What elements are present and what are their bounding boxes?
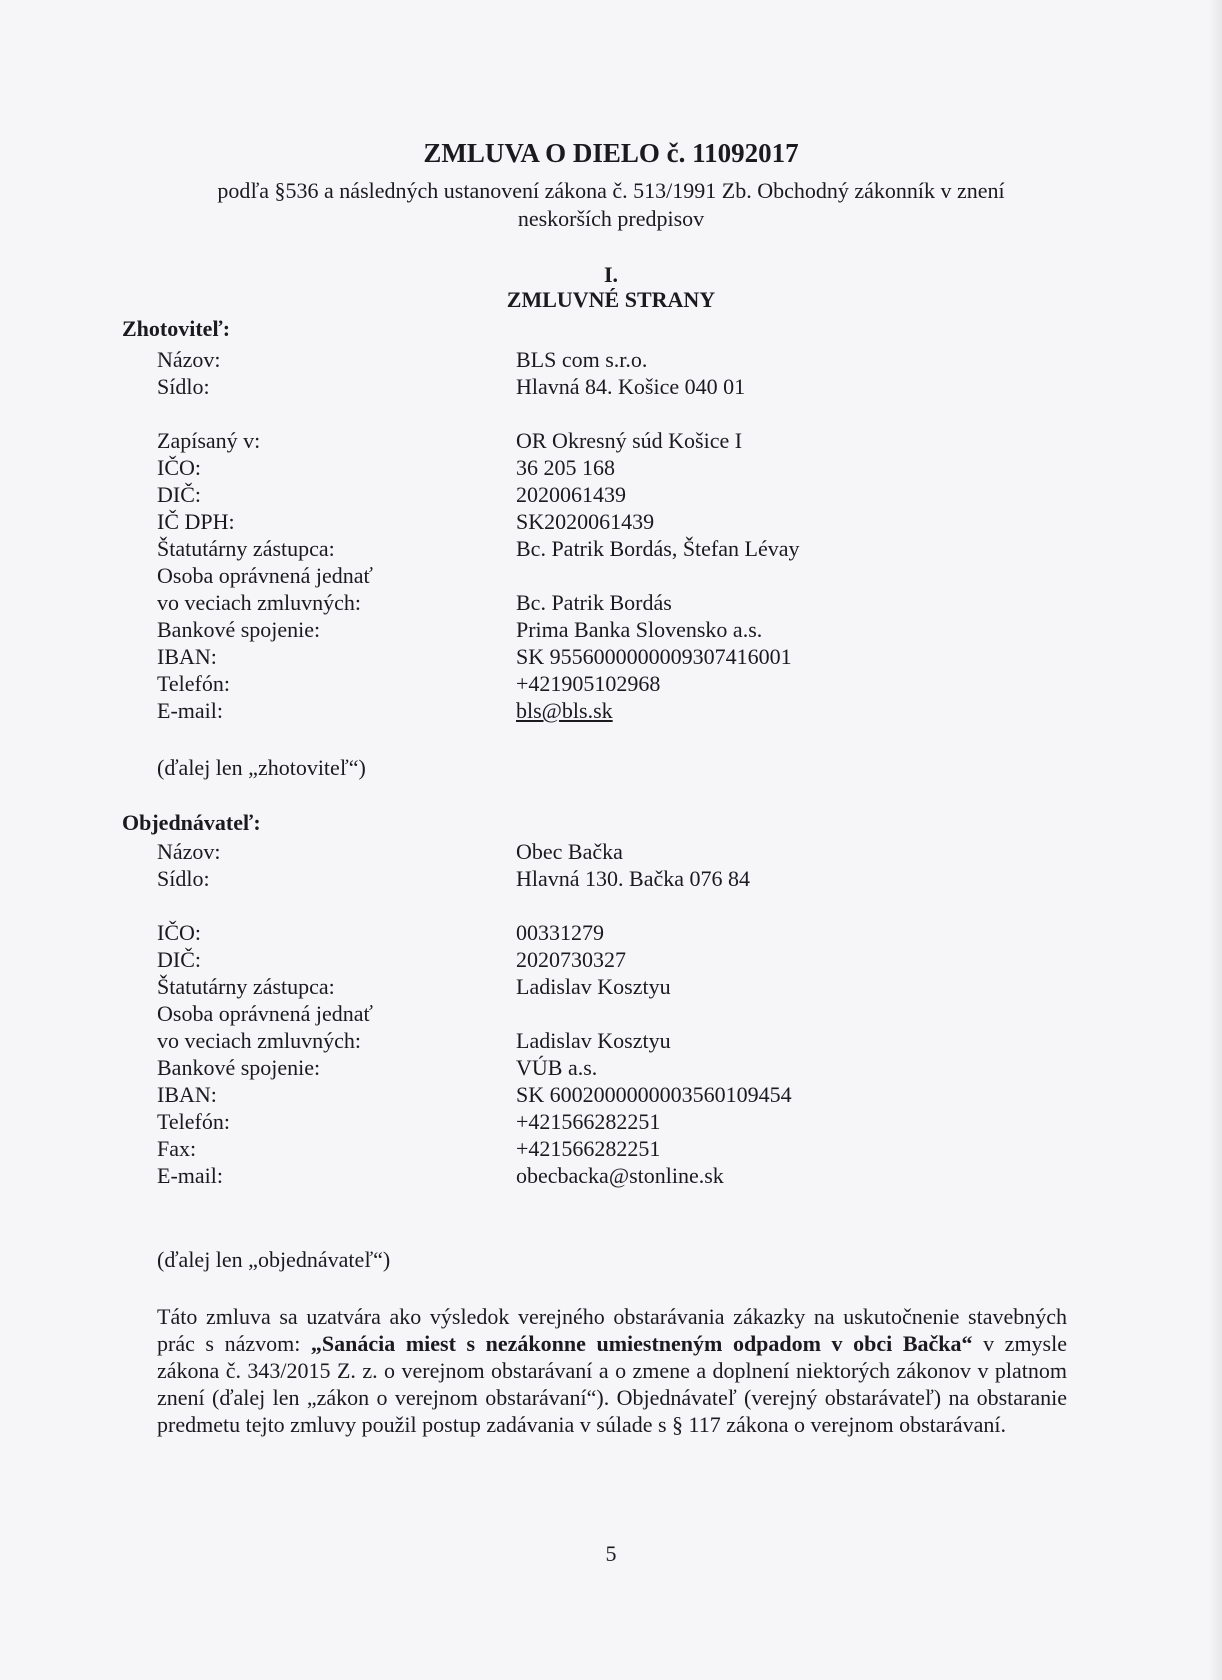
field-label: Štatutárny zástupca: <box>157 536 335 561</box>
contractor-row-email <box>0 697 1222 724</box>
field-label: Sídlo: <box>157 374 210 399</box>
field-label: Telefón: <box>157 671 230 696</box>
client-note: (ďalej len „objednávateľ“) <box>157 1247 391 1272</box>
field-value: +421566282251 <box>516 1109 661 1134</box>
section-title: ZMLUVNÉ STRANY <box>506 287 716 312</box>
subtitle-line-1: podľa §536 a následných ustanovení zákona č. 513/1991 Zb. Obchodný zákonník v znení <box>217 178 1005 203</box>
field-value: 36 205 168 <box>516 455 615 480</box>
field-label: Názov: <box>157 347 221 372</box>
field-label: Bankové spojenie: <box>157 1055 321 1080</box>
page-number: 5 <box>605 1541 617 1566</box>
email-link[interactable]: bls@bls.sk <box>516 698 613 723</box>
field-value: 2020061439 <box>516 482 626 507</box>
field-label: IČ DPH: <box>157 509 235 534</box>
field-value: Prima Banka Slovensko a.s. <box>516 617 763 642</box>
contractor-row-ico <box>0 454 1222 481</box>
contractor-row-bank <box>0 616 1222 643</box>
client-row-fax <box>0 1135 1222 1162</box>
field-label: IBAN: <box>157 1082 217 1107</box>
field-label: vo veciach zmluvných: <box>157 1028 362 1053</box>
field-label: Telefón: <box>157 1109 230 1134</box>
field-label: Štatutárny zástupca: <box>157 974 335 999</box>
contractor-row-registered <box>0 427 1222 454</box>
client-row-email <box>0 1162 1222 1189</box>
field-value: SK 9556000000009307416001 <box>516 644 792 669</box>
client-row-bank <box>0 1054 1222 1081</box>
field-label: Názov: <box>157 839 221 864</box>
field-value: Hlavná 130. Bačka 076 84 <box>516 866 750 891</box>
field-label: Osoba oprávnená jednať <box>157 1001 373 1026</box>
field-label: DIČ: <box>157 482 201 507</box>
field-label: Sídlo: <box>157 866 210 891</box>
field-label: vo veciach zmluvných: <box>157 590 362 615</box>
client-row-seat <box>0 865 1222 892</box>
field-value: +421905102968 <box>516 671 661 696</box>
client-row-name <box>0 838 1222 865</box>
contractor-row-name <box>0 346 1222 373</box>
document-title: ZMLUVA O DIELO č. 11092017 <box>423 138 799 168</box>
contract-paragraph <box>157 1303 1067 1438</box>
client-heading: Objednávateľ: <box>122 810 261 835</box>
contractor-note: (ďalej len „zhotoviteľ“) <box>157 755 366 780</box>
field-value: VÚB a.s. <box>516 1055 598 1080</box>
field-value: +421566282251 <box>516 1136 661 1161</box>
field-value: Bc. Patrik Bordás <box>516 590 672 615</box>
field-value: obecbacka@stonline.sk <box>516 1163 724 1188</box>
field-label: DIČ: <box>157 947 201 972</box>
contractor-row-phone <box>0 670 1222 697</box>
client-row-phone <box>0 1108 1222 1135</box>
field-value: 2020730327 <box>516 947 626 972</box>
field-label: E-mail: <box>157 1163 223 1188</box>
field-value: OR Okresný súd Košice I <box>516 428 743 453</box>
field-label: Osoba oprávnená jednať <box>157 563 373 588</box>
paragraph-text-2: v zmysle zákona č. 343/2015 Z. z. o verejnom obstarávaní a o zmene a doplnení niektorých zákonov v platnom znení (ďalej len „zákon o verejnom obstarávaní“). Objednávateľ (verejný obstarávateľ) na obstaranie predmetu tejto zmluvy použil postup zadávania v súlade s § 117 zákona o verejnom obstarávaní. <box>157 1331 1067 1437</box>
contractor-row-statutory <box>0 535 1222 562</box>
field-value: SK2020061439 <box>516 509 655 534</box>
field-value: Bc. Patrik Bordás, Štefan Lévay <box>516 536 800 561</box>
contractor-row-authorized-2 <box>0 589 1222 616</box>
contractor-row-dic <box>0 481 1222 508</box>
field-label: Zapísaný v: <box>157 428 261 453</box>
field-value: BLS com s.r.o. <box>516 347 648 372</box>
field-value: Hlavná 84. Košice 040 01 <box>516 374 746 399</box>
contractor-row-iban <box>0 643 1222 670</box>
client-row-authorized-2 <box>0 1027 1222 1054</box>
field-value: SK 6002000000003560109454 <box>516 1082 792 1107</box>
field-label: IČO: <box>157 920 201 945</box>
field-value: Obec Bačka <box>516 839 623 864</box>
client-row-authorized-1 <box>0 1000 1222 1027</box>
client-row-iban <box>0 1081 1222 1108</box>
field-label: IBAN: <box>157 644 217 669</box>
field-label: IČO: <box>157 455 201 480</box>
paragraph-text-1: Táto zmluva sa uzatvára ako výsledok verejného obstarávania zákazky na uskutočnenie stavebných prác s názvom: <box>157 1304 1067 1356</box>
field-value: Ladislav Kosztyu <box>516 974 671 999</box>
contractor-row-authorized-1 <box>0 562 1222 589</box>
field-value: Ladislav Kosztyu <box>516 1028 671 1053</box>
paragraph-project-name: „Sanácia miest s nezákonne umiestneným odpadom v obci Bačka“ <box>310 1331 973 1356</box>
contractor-row-seat <box>0 373 1222 400</box>
subtitle-line-2: neskorších predpisov <box>517 206 705 231</box>
client-row-dic <box>0 946 1222 973</box>
contractor-row-icdph <box>0 508 1222 535</box>
contractor-heading: Zhotoviteľ: <box>122 316 231 341</box>
client-row-statutory <box>0 973 1222 1000</box>
section-number: I. <box>603 262 619 287</box>
field-label: Fax: <box>157 1136 197 1161</box>
field-value: 00331279 <box>516 920 604 945</box>
field-label: E-mail: <box>157 698 223 723</box>
document-subtitle <box>150 177 1072 233</box>
field-label: Bankové spojenie: <box>157 617 321 642</box>
client-row-ico <box>0 919 1222 946</box>
